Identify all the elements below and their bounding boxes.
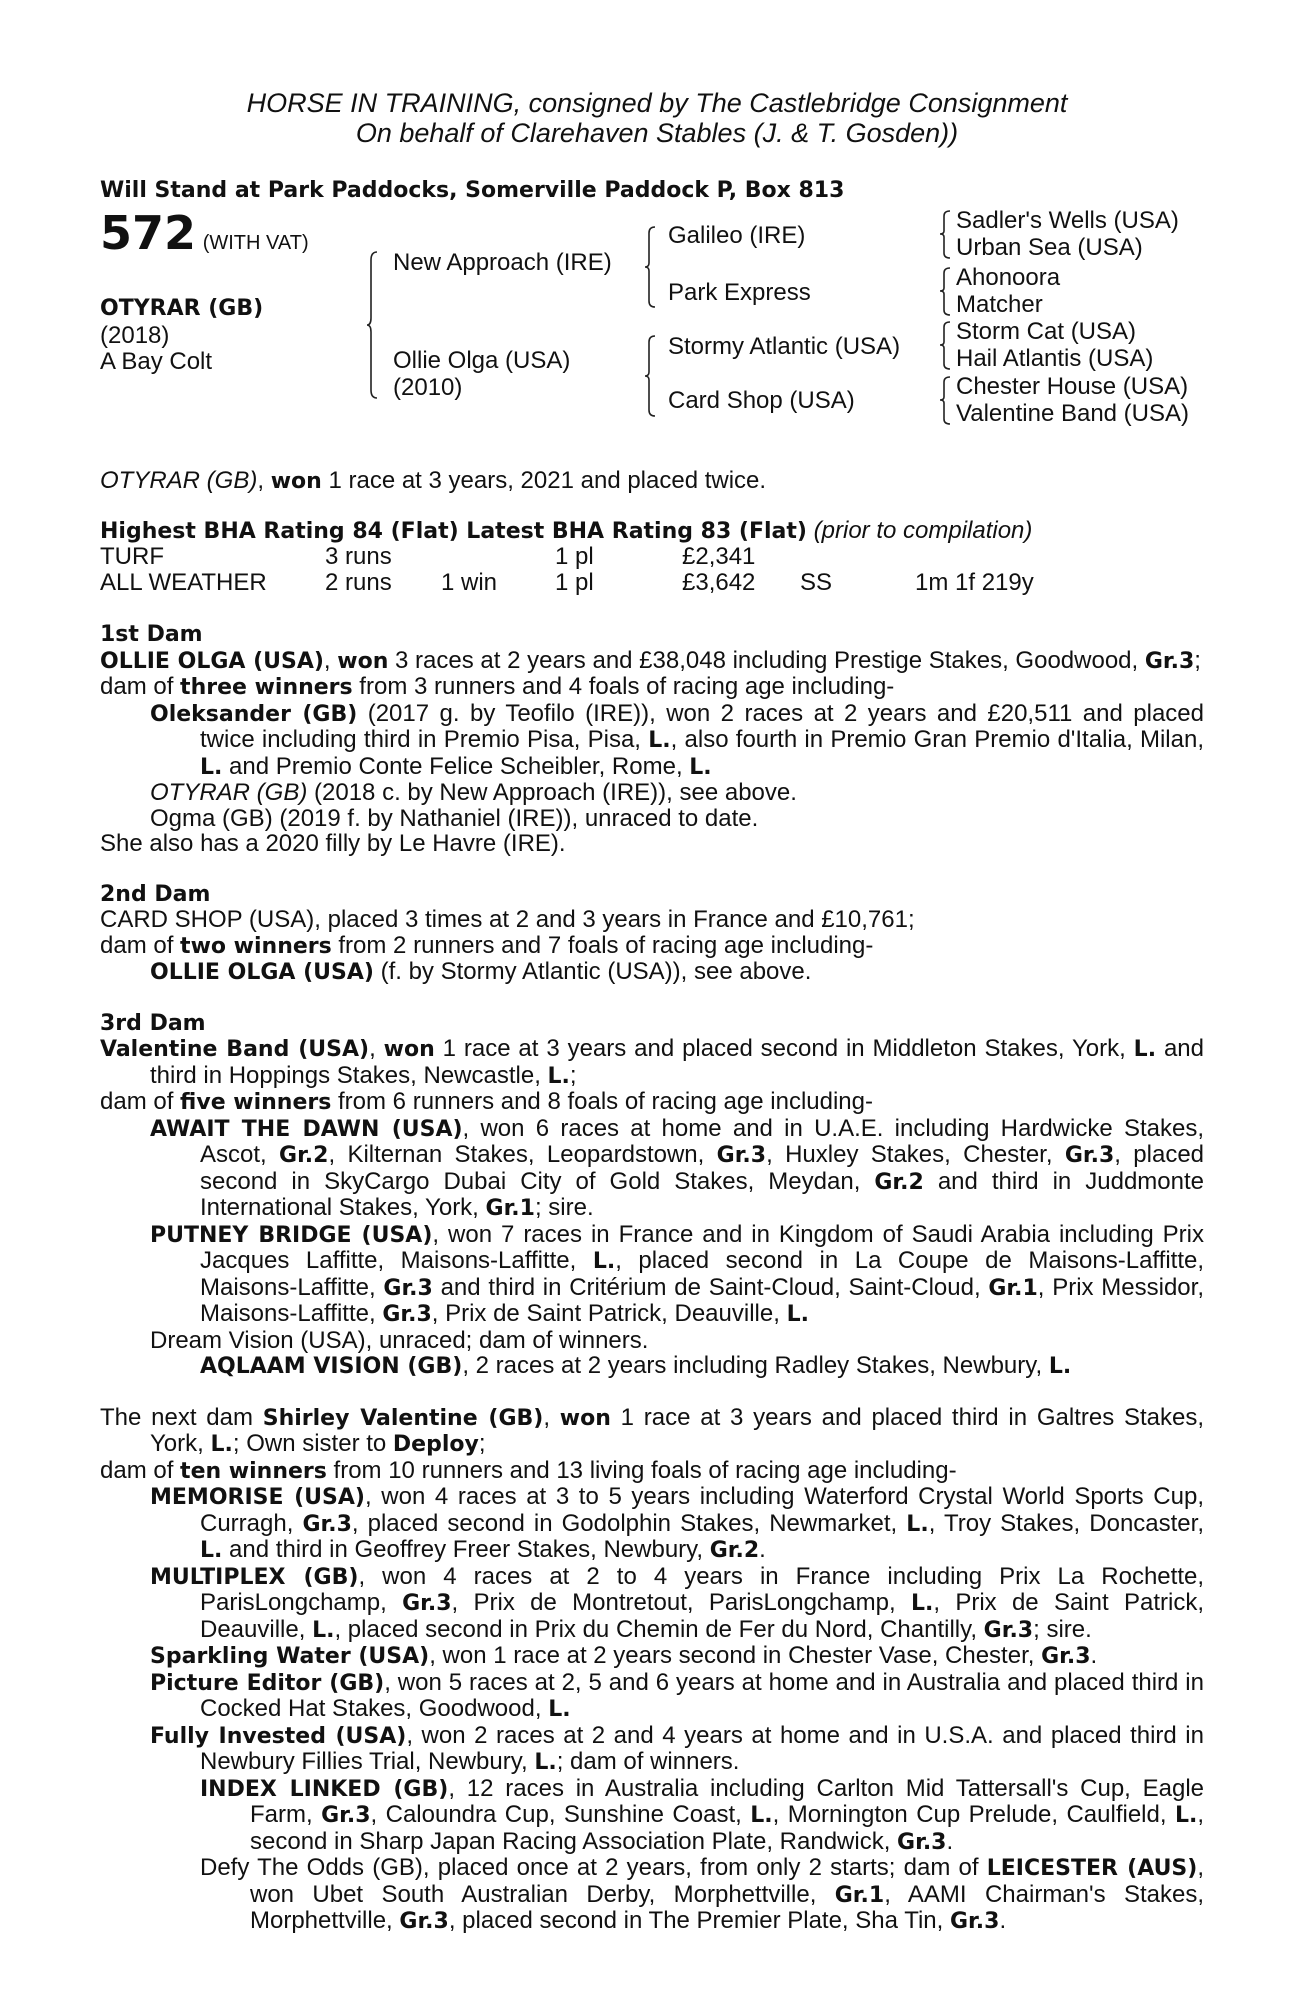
pedigree-dam-sire: Stormy Atlantic (USA) xyxy=(668,333,901,360)
stat-distance: 1m 1f 219y xyxy=(915,569,1034,596)
pedigree-bracket-dam xyxy=(645,334,657,419)
stat-surface: TURF xyxy=(100,543,164,570)
first-dam-record: OLLIE OLGA (USA), won 3 races at 2 years and £38,048 including Prestige Stakes, Goodwood, Gr.3; xyxy=(100,646,1201,674)
stat-surface: ALL WEATHER xyxy=(100,569,267,596)
produce-sparkling-water: Sparkling Water (USA), won 1 race at 2 years second in Chester Vase, Chester, Gr.3. xyxy=(150,1642,1098,1669)
summary-sep: , xyxy=(257,467,271,494)
third-dam-heading: 3rd Dam xyxy=(100,1010,206,1036)
stat-prize: £3,642 xyxy=(682,569,756,596)
stat-pl: 1 pl xyxy=(555,569,594,596)
pedigree-ddd: Valentine Band (USA) xyxy=(956,400,1190,427)
ratings-title-line xyxy=(100,518,1032,545)
produce-putney-bridge: PUTNEY BRIDGE (USA), won 7 races in France and in Kingdom of Saudi Arabia including Prix Jacques Laffitte, Maisons-Laffitte, L., placed second in La Coupe de Maisons-Laffitte, Maisons-Laffitte, Gr.3 and third in Critérium de Saint-Cloud, Saint-Cloud, Gr.1, Prix Messidor, Maisons-Laffitte, Gr.3, Prix de Saint Patrick, Deauville, L. xyxy=(150,1220,1204,1327)
second-dam-record: CARD SHOP (USA), placed 3 times at 2 and 3 years in France and £10,761; xyxy=(100,906,915,933)
horse-desc: A Bay Colt xyxy=(100,348,213,375)
stat-wins: 1 win xyxy=(441,569,498,596)
pedigree-dam: Ollie Olga (USA) xyxy=(393,347,571,374)
stat-prize: £2,341 xyxy=(682,543,756,570)
lot-vat: (WITH VAT) xyxy=(202,232,309,254)
third-dam-produce-line: dam of five winners from 6 runners and 8 foals of racing age including- xyxy=(100,1088,873,1115)
horse-name: OTYRAR (GB) xyxy=(100,296,264,321)
pedigree-sdd: Matcher xyxy=(956,291,1043,318)
produce-fully-invested: Fully Invested (USA), won 2 races at 2 and 4 years at home and in U.S.A. and placed third in Newbury Fillies Trial, Newbury, L.; dam of winners. xyxy=(150,1721,1204,1775)
produce-ollie-olga: OLLIE OLGA (USA) (f. by Stormy Atlantic (USA)), see above. xyxy=(150,958,812,985)
produce-index-linked: INDEX LINKED (GB), 12 races in Australia including Carlton Mid Tattersall's Cup, Eagle Farm, Gr.3, Caloundra Cup, Sunshine Coast, L., Mornington Cup Prelude, Caulfield, L., second in Sharp Japan Racing Association Plate, Randwick, Gr.3. xyxy=(200,1774,1205,1855)
next-dam-produce-line: dam of ten winners from 10 runners and 13 living foals of racing age including- xyxy=(100,1456,957,1484)
pedigree-bracket-sd xyxy=(940,266,952,318)
header-line-2: On behalf of Clarehaven Stables (J. & T. Gosden)) xyxy=(355,118,959,148)
produce-picture-editor: Picture Editor (GB), won 5 races at 2, 5 and 6 years at home and in Australia and placed third in Cocked Hat Stakes, Goodwood, L. xyxy=(150,1668,1204,1722)
ratings-note: (prior to compilation) xyxy=(813,517,1033,544)
produce-multiplex: MULTIPLEX (GB), won 4 races at 2 to 4 years in France including Prix La Rochette, ParisLongchamp, Gr.3, Prix de Montretout, ParisLongchamp, L., Prix de Saint Patrick, Deauville, L., placed second in Prix du Chemin de Fer du Nord, Chantilly, Gr.3; sire. xyxy=(150,1562,1205,1643)
location-line: Will Stand at Park Paddocks, Somerville Paddock P, Box 813 xyxy=(100,178,845,203)
ratings-title: Highest BHA Rating 84 (Flat) Latest BHA Rating 83 (Flat) xyxy=(100,519,807,544)
pedigree-dss: Storm Cat (USA) xyxy=(956,318,1137,345)
pedigree-bracket-ds xyxy=(940,320,952,372)
produce-otyrar: OTYRAR (GB) (2018 c. by New Approach (IRE)), see above. xyxy=(150,779,797,806)
third-dam-record: Valentine Band (USA), won 1 race at 3 years and placed second in Middleton Stakes, York, L. and third in Hoppings Stakes, Newcastle, L.; xyxy=(100,1035,1204,1089)
pedigree-sss: Sadler's Wells (USA) xyxy=(956,207,1179,234)
pedigree-sire-sire: Galileo (IRE) xyxy=(668,222,806,249)
summary-horse-name: OTYRAR (GB) xyxy=(100,467,258,494)
race-summary xyxy=(100,468,766,495)
pedigree-dds: Chester House (USA) xyxy=(956,373,1189,400)
first-dam-heading: 1st Dam xyxy=(100,622,203,647)
summary-won: won xyxy=(270,469,322,494)
stat-ss: SS xyxy=(800,569,833,596)
pedigree-sire: New Approach (IRE) xyxy=(393,249,612,276)
pedigree-dam-dam: Card Shop (USA) xyxy=(668,387,855,414)
summary-text: 1 race at 3 years, 2021 and placed twice. xyxy=(321,467,767,494)
produce-filly: She also has a 2020 filly by Le Havre (IRE). xyxy=(100,830,566,857)
pedigree-bracket-ss xyxy=(940,209,952,261)
pedigree-sire-dam: Park Express xyxy=(668,279,811,306)
second-dam-produce-line: dam of two winners from 2 runners and 7 foals of racing age including- xyxy=(100,931,874,959)
produce-aqlaam-vision: AQLAAM VISION (GB), 2 races at 2 years including Radley Stakes, Newbury, L. xyxy=(200,1352,1072,1379)
pedigree-bracket-dd xyxy=(940,375,952,427)
catalogue-body xyxy=(100,622,1204,1935)
pedigree-bracket-sire xyxy=(645,225,657,310)
stat-runs: 3 runs xyxy=(325,543,392,570)
pedigree-dsd: Hail Atlantis (USA) xyxy=(956,345,1154,372)
lot-number: 572 xyxy=(100,206,197,260)
pedigree-bracket-gen1 xyxy=(367,250,379,400)
second-dam-heading: 2nd Dam xyxy=(100,881,211,907)
produce-dream-vision: Dream Vision (USA), unraced; dam of winners. xyxy=(150,1326,649,1354)
next-dam-record: The next dam Shirley Valentine (GB), won 1 race at 3 years and placed third in Galtres Stakes, York, L.; Own sister to Deploy; xyxy=(100,1403,1205,1457)
horse-year: (2018) xyxy=(100,322,170,349)
produce-oleksander: Oleksander (GB) (2017 g. by Teofilo (IRE)), won 2 races at 2 years and £20,511 and placed twice including third in Premio Pisa, Pisa, L., also fourth in Premio Gran Premio d'Italia, Milan, L. and Premio Conte Felice Scheibler, Rome, L. xyxy=(150,699,1205,780)
header-line-1: HORSE IN TRAINING, consigned by The Castlebridge Consignment xyxy=(246,88,1068,118)
first-dam-produce-line: dam of three winners from 3 runners and 4 foals of racing age including- xyxy=(100,673,895,700)
produce-ogma: Ogma (GB) (2019 f. by Nathaniel (IRE)), unraced to date. xyxy=(150,804,759,832)
produce-await-the-dawn: AWAIT THE DAWN (USA), won 6 races at home and in U.A.E. including Hardwicke Stakes, Ascot, Gr.2, Kilternan Stakes, Leopardstown, Gr.3, Huxley Stakes, Chester, Gr.3, placed second in SkyCargo Dubai City of Gold Stakes, Meydan, Gr.2 and third in Juddmonte International Stakes, York, Gr.1; sire. xyxy=(150,1114,1205,1221)
stat-pl: 1 pl xyxy=(555,543,594,570)
pedigree-dam-year: (2010) xyxy=(393,374,463,401)
produce-defy-the-odds: Defy The Odds (GB), placed once at 2 years, from only 2 starts; dam of LEICESTER (AUS), won Ubet South Australian Derby, Morphettville, Gr.1, AAMI Chairman's Stakes, Morphettville, Gr.3, placed second in The Premier Plate, Sha Tin, Gr.3. xyxy=(200,1854,1205,1934)
produce-memorise: MEMORISE (USA), won 4 races at 3 to 5 years including Waterford Crystal World Sports Cup, Curragh, Gr.3, placed second in Godolphin Stakes, Newmarket, L., Troy Stakes, Doncaster, L. and third in Geoffrey Freer Stakes, Newbury, Gr.2. xyxy=(150,1483,1204,1563)
pedigree-sds: Ahonoora xyxy=(956,264,1061,291)
pedigree-ssd: Urban Sea (USA) xyxy=(956,234,1143,261)
stat-runs: 2 runs xyxy=(325,569,392,596)
lot-block xyxy=(100,208,309,258)
